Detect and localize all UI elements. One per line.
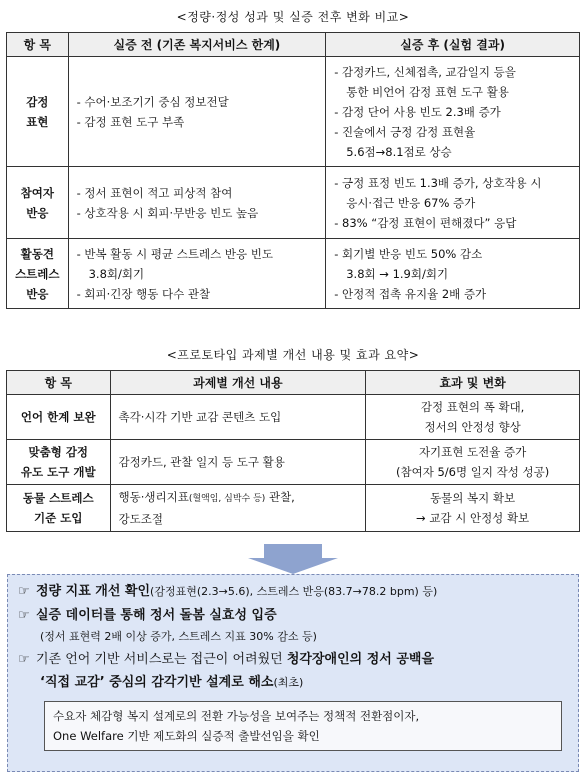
summary-point-3-cont: ‘직접 교감’ 중심의 감각기반 설계로 해소(최초) xyxy=(40,675,304,690)
header-item: 항 목 xyxy=(7,33,69,57)
content-cell: 촉각·시각 기반 교감 콘텐츠 도입 xyxy=(110,395,366,440)
table-row xyxy=(7,167,580,239)
table-row xyxy=(7,57,580,167)
before-cell: - 정서 표현이 적고 피상적 참여 - 상호작용 시 회피·무반응 빈도 높음 xyxy=(68,167,326,239)
row-label: 참여자 반응 xyxy=(7,167,69,239)
header-content: 과제별 개선 내용 xyxy=(110,371,366,395)
header-item: 항 목 xyxy=(7,371,111,395)
content-cell: 감정카드, 관찰 일지 등 도구 활용 xyxy=(110,440,366,485)
header-before: 실증 전 (기존 복지서비스 한계) xyxy=(68,33,326,57)
header-after: 실증 후 (실험 결과) xyxy=(326,33,580,57)
row-label: 활동견 스트레스 반응 xyxy=(7,239,69,309)
table-header-row xyxy=(7,33,580,57)
effect-cell: 동물의 복지 확보 → 교감 시 안정성 확보 xyxy=(366,485,580,532)
row-label: 맞춤형 감정 유도 도구 개발 xyxy=(7,440,111,485)
table-row xyxy=(7,485,580,532)
table1-caption: <정량·정성 성과 및 실증 전후 변화 비교> xyxy=(176,10,410,24)
after-cell: - 긍정 표정 빈도 1.3배 증가, 상호작용 시 응시·접근 반응 67% 증가 - 83% “감정 표현이 편해졌다” 응답 xyxy=(326,167,580,239)
comparison-table xyxy=(6,32,580,309)
table-row xyxy=(7,440,580,485)
summary-point-1: ☞ 정량 지표 개선 확인(감정표현(2.3→5.6), 스트레스 반응(83.7→78.2 bpm) 등) xyxy=(18,581,568,603)
conclusion-box: 수요자 체감형 복지 설계로의 전환 가능성을 보여주는 정책적 전환점이자, One Welfare 기반 제도화의 실증적 출발선임을 확인 xyxy=(44,701,562,751)
summary-point-2: ☞ 실증 데이터를 통해 정서 돌봄 실효성 입증 xyxy=(18,605,568,627)
before-cell: - 수어·보조기기 중심 정보전달 - 감정 표현 도구 부족 xyxy=(68,57,326,167)
summary-box xyxy=(7,574,579,772)
down-arrow-icon xyxy=(248,544,338,574)
table-header-row xyxy=(7,371,580,395)
row-label: 언어 한계 보완 xyxy=(7,395,111,440)
pointing-hand-icon: ☞ xyxy=(18,608,30,623)
header-effect: 효과 및 변화 xyxy=(366,371,580,395)
effect-cell: 감정 표현의 폭 확대, 정서의 안정성 향상 xyxy=(366,395,580,440)
before-cell: - 반복 활동 시 평균 스트레스 반응 빈도 3.8회/회기 - 회피·긴장 행동 다수 관찰 xyxy=(68,239,326,309)
content-cell: 행동·생리지표(혈액임, 심박수 등) 관찰, 강도조절 xyxy=(110,485,366,532)
row-label: 감정 표현 xyxy=(7,57,69,167)
table2-caption: <프로토타입 과제별 개선 내용 및 효과 요약> xyxy=(166,348,420,362)
effect-cell: 자기표현 도전율 증가 (참여자 5/6명 일지 작성 성공) xyxy=(366,440,580,485)
table-row xyxy=(7,239,580,309)
pointing-hand-icon: ☞ xyxy=(18,652,30,667)
row-label: 동물 스트레스 기준 도입 xyxy=(7,485,111,532)
table-row xyxy=(7,395,580,440)
summary-point-3: ☞ 기존 언어 기반 서비스로는 접근이 어려웠던 청각장애인의 정서 공백을 xyxy=(18,649,568,671)
prototype-summary-table xyxy=(6,370,580,532)
summary-point-2-note: (정서 표현력 2배 이상 증가, 스트레스 지표 30% 감소 등) xyxy=(40,630,317,643)
after-cell: - 감정카드, 신체접촉, 교감일지 등을 통한 비언어 감정 표현 도구 활용 - 감정 단어 사용 빈도 2.3배 증가 - 진술에서 긍정 감정 표현율 5.6점→8.1점로 상승 xyxy=(326,57,580,167)
after-cell: - 회기별 반응 빈도 50% 감소 3.8회 → 1.9회/회기 - 안정적 접촉 유지율 2배 증가 xyxy=(326,239,580,309)
pointing-hand-icon: ☞ xyxy=(18,584,30,599)
